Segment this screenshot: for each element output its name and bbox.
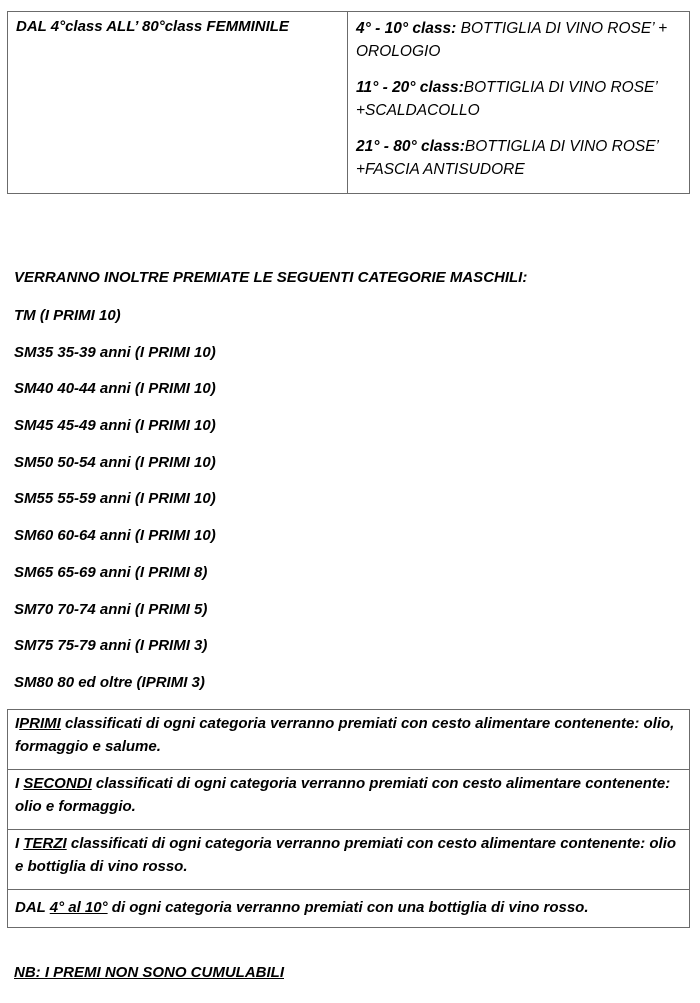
prize-entry-2 [356, 76, 681, 122]
prize-entry-3 [356, 135, 681, 181]
award-key: SECONDI [23, 775, 92, 792]
award-key: TERZI [23, 835, 67, 852]
prize-range: 21° - 80° class: [356, 138, 465, 155]
award-row-third [8, 830, 689, 890]
category-item: TM (I PRIMI 10) [14, 307, 121, 324]
award-contents: olio e formaggio. [15, 798, 136, 815]
category-item: SM60 60-64 anni (I PRIMI 10) [14, 527, 216, 545]
award-prefix: DAL [15, 899, 50, 916]
prize-description: BOTTIGLIA DI VINO ROSE’ +SCALDACOLLO [356, 79, 657, 119]
award-key: 4° al 10° [49, 899, 108, 916]
award-row-first [8, 710, 689, 770]
prize-range: 11° - 20° class: [356, 79, 464, 96]
award-text-continued: contenente: [585, 775, 671, 792]
award-prefix: I [15, 835, 24, 852]
award-text: di ogni categoria verranno premiati con una bottiglia di vino rosso. [107, 899, 589, 916]
award-text-continued: contenente: [560, 835, 646, 852]
award-key: PRIMI [19, 715, 61, 732]
award-prefix: I [15, 775, 24, 792]
award-text: classificati di ogni categoria verranno premiati con cesto alimentare [91, 775, 586, 792]
category-item: SM75 75-79 anni (I PRIMI 3) [14, 637, 208, 655]
category-item: SM55 55-59 anni (I PRIMI 10) [14, 490, 216, 508]
prize-description: BOTTIGLIA DI VINO ROSE’ + OROLOGIO [356, 20, 668, 60]
female-category-label: DAL 4°class ALL’ 80°class FEMMINILE [8, 12, 348, 193]
category-item: SM65 65-69 anni (I PRIMI 8) [14, 563, 208, 581]
award-prefix: I [15, 715, 20, 732]
award-text: classificati di ogni categoria verranno premiati con cesto alimentare [60, 715, 555, 732]
category-item: SM35 35-39 anni (I PRIMI 10) [14, 343, 216, 361]
category-awards-table [7, 709, 690, 928]
male-categories-heading: VERRANNO INOLTRE PREMIATE LE SEGUENTI CATEGORIE MASCHILI: [14, 269, 528, 286]
award-row-fourth-to-tenth [8, 890, 689, 927]
category-item: SM45 45-49 anni (I PRIMI 10) [14, 417, 216, 435]
male-category-list [14, 307, 216, 711]
non-cumulative-note: NB: I PREMI NON SONO CUMULABILI [14, 964, 284, 981]
category-item: SM70 70-74 anni (I PRIMI 5) [14, 600, 208, 618]
female-prize-table [7, 11, 690, 194]
award-row-second [8, 770, 689, 830]
category-item: SM80 80 ed oltre (IPRIMI 3) [14, 673, 205, 691]
award-text: classificati di ogni categoria verranno premiati con cesto alimentare [66, 835, 561, 852]
award-contents: olio, formaggio e salume. [15, 715, 675, 755]
prize-range: 4° - 10° class: [356, 20, 457, 37]
category-item: SM40 40-44 anni (I PRIMI 10) [14, 380, 216, 398]
prize-entry-1 [356, 17, 681, 63]
category-item: SM50 50-54 anni (I PRIMI 10) [14, 453, 216, 471]
award-text-continued: contenente: [554, 715, 640, 732]
female-prize-list [348, 12, 689, 193]
prize-description: BOTTIGLIA DI VINO ROSE’ +FASCIA ANTISUDORE [356, 138, 659, 178]
award-contents: olio e bottiglia di vino rosso. [15, 835, 677, 875]
